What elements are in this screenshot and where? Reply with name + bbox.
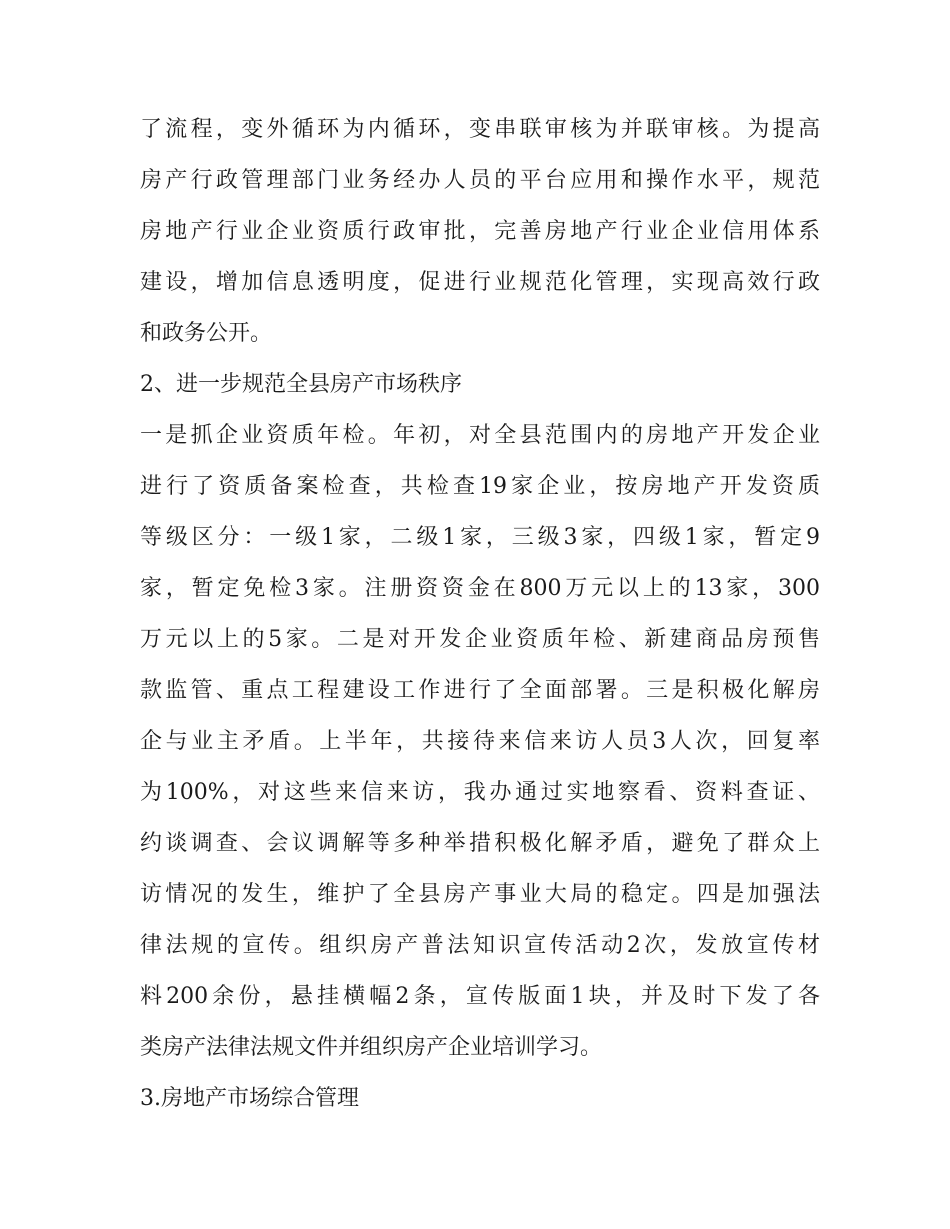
body-line-18: 料200余份，悬挂横幅2条，宣传版面1块，并及时下发了各 [140,984,820,1009]
body-line-8: 进行了资质备案检查，共检查19家企业，按房地产开发资质 [140,474,820,499]
body-line-15: 约谈调查、会议调解等多种举措积极化解矛盾，避免了群众上 [140,831,820,856]
body-line-9: 等级区分：一级1家，二级1家，三级3家，四级1家，暂定9 [140,525,820,550]
body-line-11: 万元以上的5家。二是对开发企业资质年检、新建商品房预售 [140,627,820,652]
body-line-13: 企与业主矛盾。上半年，共接待来信来访人员3人次，回复率 [140,729,820,754]
body-line-14: 为100%，对这些来信来访，我办通过实地察看、资料查证、 [140,780,820,805]
body-line-1: 了流程，变外循环为内循环，变串联审核为并联审核。为提高 [140,117,820,142]
body-line-10: 家，暂定免检3家。注册资资金在800万元以上的13家，300 [140,576,820,601]
body-line-3: 房地产行业企业资质行政审批，完善房地产行业企业信用体系 [140,219,820,244]
body-line-16: 访情况的发生，维护了全县房产事业大局的稳定。四是加强法 [140,882,820,907]
body-line-5: 和政务公开。 [140,321,273,346]
body-line-12: 款监管、重点工程建设工作进行了全面部署。三是积极化解房 [140,678,820,703]
body-line-17: 律法规的宣传。组织房产普法知识宣传活动2次，发放宣传材 [140,933,820,958]
body-line-4: 建设，增加信息透明度，促进行业规范化管理，实现高效行政 [140,270,820,295]
document-body [140,112,820,1132]
section-heading-3: 3.房地产市场综合管理 [140,1086,359,1111]
body-line-2: 房产行政管理部门业务经办人员的平台应用和操作水平，规范 [140,168,820,193]
body-line-7: 一是抓企业资质年检。年初，对全县范围内的房地产开发企业 [140,423,820,448]
body-line-19: 类房产法律法规文件并组织房产企业培训学习。 [140,1035,603,1060]
section-heading-2: 2、进一步规范全县房产市场秩序 [140,372,462,397]
